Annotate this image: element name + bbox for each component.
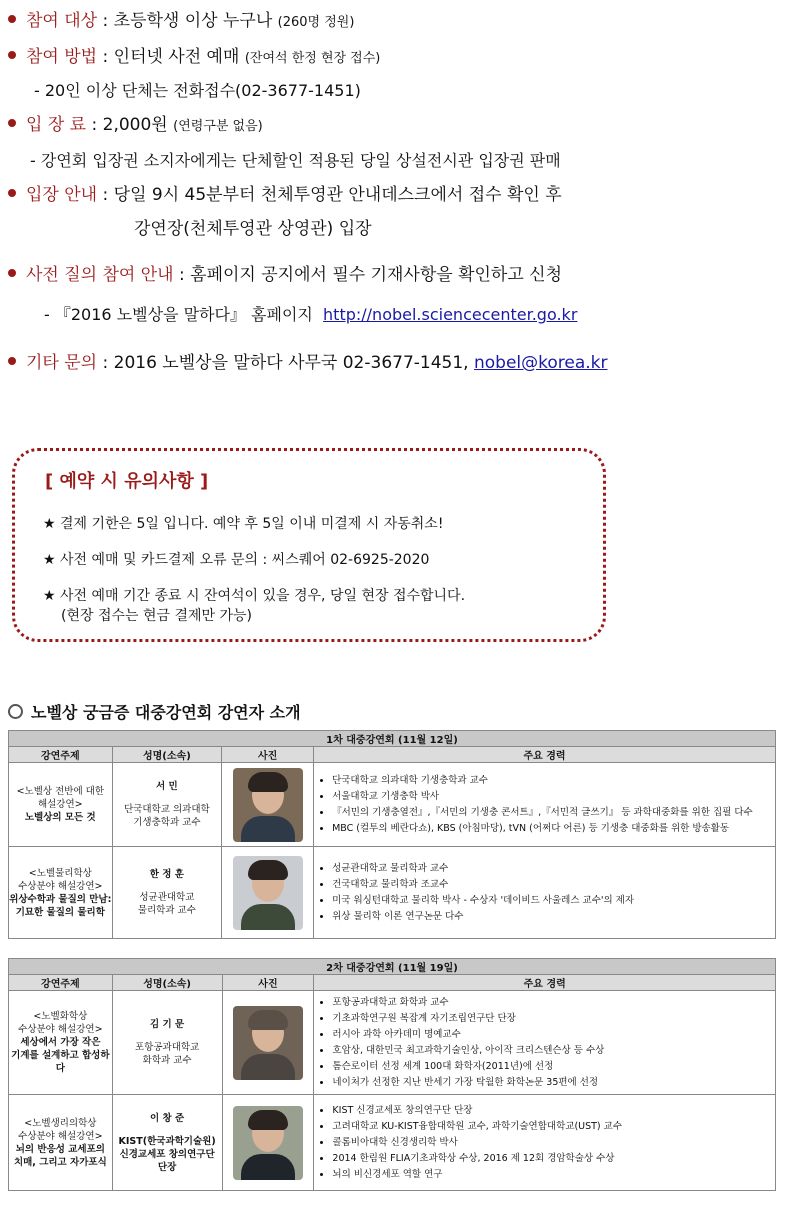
info-contact: 기타 문의 : 2016 노벨상을 말하다 사무국 02-3677-1451, nobel@korea.kr (8, 352, 608, 374)
info-label: 입 장 료 (26, 115, 87, 135)
speaker-affiliation: 신경교세포 창의연구단 (119, 1148, 215, 1160)
career-item: • 건국대학교 물리학과 조교수 (332, 877, 775, 893)
speaker-photo (233, 1106, 303, 1180)
lecture-table-round2 (8, 958, 776, 1191)
topic-line: 수상분야 해설강연> (18, 1024, 103, 1035)
speaker-name: 서 민 (156, 781, 178, 792)
photo-cell (222, 991, 314, 1095)
topic-line: 기묘한 물질의 물리학 (15, 906, 105, 918)
topic-line: <노벨물리학상 (28, 867, 92, 879)
career-item: • 네이처가 선정한 지난 반세기 가장 탁월한 화학논문 35편에 선정 (332, 1075, 775, 1091)
round-title: 1차 대중강연회 (11월 12일) (9, 731, 776, 747)
topic-cell (9, 991, 113, 1095)
col-career: 주요 경력 (314, 747, 776, 763)
topic-line: 세상에서 가장 작은 (20, 1037, 101, 1048)
notice-item-inquiry: ★ 사전 예매 및 카드결제 오류 문의 : 씨스퀘어 02-6925-2020 (43, 552, 430, 568)
info-note: (잔여석 한정 현장 접수) (244, 51, 381, 66)
name-cell (112, 847, 222, 939)
info-note: (연령구분 없음) (173, 119, 263, 134)
notice-item-payment: ★ 결제 기한은 5일 입니다. 예약 후 5일 이내 미결제 시 자동취소! (43, 516, 444, 532)
career-item: • 콜롬비아대학 신경생리학 박사 (332, 1135, 775, 1151)
table-row (9, 763, 776, 847)
info-entry-line2: 강연장(천체투영관 상영관) 입장 (134, 219, 372, 239)
notice-title: [ 예약 시 유의사항 ] (45, 471, 209, 492)
topic-line: 수상분야 해설강연> (18, 880, 103, 892)
info-text: 인터넷 사전 예매 (113, 47, 240, 67)
career-item: • KIST 신경교세포 창의연구단 단장 (332, 1103, 775, 1119)
speaker-affiliation: 성균관대학교 (139, 892, 195, 903)
bullet-icon (8, 269, 16, 277)
info-text: 홈페이지 공지에서 필수 기재사항을 확인하고 신청 (190, 265, 563, 285)
speaker-name: 한 정 훈 (149, 869, 184, 880)
bullet-icon (8, 119, 16, 127)
topic-cell (9, 847, 113, 939)
speaker-photo (233, 768, 303, 842)
circle-icon (8, 704, 23, 719)
info-label: 사전 질의 참여 안내 (26, 265, 174, 285)
email-link[interactable]: nobel@korea.kr (473, 353, 608, 373)
info-text: 2016 노벨상을 말하다 사무국 02-3677-1451, (113, 353, 469, 373)
career-item: • MBC (컬투의 베란다쇼), KBS (아침마당), tVN (어쩌다 어른) 등 기생충 대중화를 위한 방송활동 (332, 821, 775, 837)
career-item: • 톰슨로이터 선정 세계 100대 화학자(2011년)에 선정 (332, 1059, 775, 1075)
table-row (9, 847, 776, 939)
career-item: • 서울대학교 기생충학 박사 (332, 789, 775, 805)
notice-item-onsite: ★ 사전 예매 기간 종료 시 잔여석이 있을 경우, 당일 현장 접수합니다. (43, 588, 466, 604)
info-note: (260명 정원) (277, 15, 355, 30)
photo-cell (222, 763, 314, 847)
topic-line: 수상분야 해설강연> (18, 1130, 103, 1142)
career-item: • 뇌의 비신경세포 역할 연구 (332, 1167, 775, 1183)
topic-line: 해설강연> (37, 799, 83, 810)
speaker-affiliation: 단국대학교 의과대학 (124, 804, 210, 815)
info-homepage (44, 302, 577, 325)
info-text: 당일 9시 45분부터 천체투영관 안내데스크에서 접수 확인 후 (113, 185, 562, 205)
speaker-affiliation: 단장 (157, 1161, 177, 1173)
bullet-icon (8, 51, 16, 59)
name-cell (112, 991, 222, 1095)
info-text: 초등학생 이상 누구나 (113, 11, 273, 31)
info-label: 기타 문의 (26, 353, 98, 373)
topic-line: <노벨상 전반에 대한 (16, 786, 104, 797)
speaker-affiliation: 물리학과 교수 (137, 905, 196, 916)
career-cell (314, 991, 776, 1095)
speaker-affiliation: KIST(한국과학기술원) (118, 1135, 216, 1147)
info-text: 2,000원 (102, 115, 168, 135)
col-photo: 사진 (222, 747, 314, 763)
speaker-photo (233, 1006, 303, 1080)
name-cell (112, 763, 222, 847)
career-item: • 『서민의 기생충열전』,『서민의 기생충 콘서트』,『서민적 글쓰기』 등 과학대중화를 위한 집필 다수 (332, 805, 775, 821)
col-topic: 강연주제 (9, 975, 113, 991)
table-row (9, 991, 776, 1095)
section-title-text: 노벨상 궁금증 대중강연회 강연자 소개 (31, 703, 301, 722)
notice-item-cash-only: (현장 접수는 현금 결제만 가능) (61, 608, 253, 624)
photo-cell (222, 1095, 314, 1191)
bullet-icon (8, 15, 16, 23)
topic-line: 기계를 설계하고 합성하다 (11, 1050, 110, 1074)
career-item: • 기초과학연구원 복잡계 자기조립연구단 단장 (332, 1011, 775, 1027)
reservation-notice-box (12, 448, 606, 642)
career-item: • 미국 워싱턴대학교 물리학 박사 - 수상자 '데이비드 사울레스 교수'의 제자 (332, 893, 775, 909)
photo-cell (222, 847, 314, 939)
speaker-photo (233, 856, 303, 930)
col-topic: 강연주제 (9, 747, 113, 763)
lecture-table-round1 (8, 730, 776, 939)
topic-line: <노벨생리의학상 (24, 1117, 97, 1129)
homepage-label: - 『2016 노벨상을 말하다』 홈페이지 (44, 305, 313, 324)
career-item: • 단국대학교 의과대학 기생충학과 교수 (332, 773, 775, 789)
speaker-name: 김 기 문 (150, 1019, 185, 1030)
info-group-booking: - 20인 이상 단체는 전화접수(02-3677-1451) (34, 81, 361, 100)
career-cell (314, 1095, 776, 1191)
bullet-icon (8, 357, 16, 365)
name-cell (112, 1095, 222, 1191)
speaker-affiliation: 기생충학과 교수 (133, 817, 201, 828)
col-photo: 사진 (222, 975, 314, 991)
round-title: 2차 대중강연회 (11월 19일) (9, 959, 776, 975)
topic-line: <노벨화학상 (33, 1011, 88, 1022)
info-label: 참여 방법 (26, 47, 98, 67)
career-item: • 성균관대학교 물리학과 교수 (332, 861, 775, 877)
info-fee: 입 장 료 : 2,000원 (연령구분 없음) (8, 114, 263, 138)
col-career: 주요 경력 (314, 975, 776, 991)
career-item: • 위상 물리학 이론 연구논문 다수 (332, 909, 775, 925)
career-cell (314, 763, 776, 847)
career-item: • 호암상, 대한민국 최고과학기술인상, 아이작 크리스텐슨상 등 수상 (332, 1043, 775, 1059)
info-preq: 사전 질의 참여 안내 : 홈페이지 공지에서 필수 기재사항을 확인하고 신청 (8, 264, 562, 286)
col-name: 성명(소속) (112, 975, 222, 991)
career-item: • 포항공과대학교 화학과 교수 (332, 995, 775, 1011)
career-item: • 고려대학교 KU-KIST융합대학원 교수, 과학기술연합대학교(UST) 교수 (332, 1119, 775, 1135)
topic-line: 노벨상의 모든 것 (24, 812, 96, 823)
info-method: 참여 방법 : 인터넷 사전 예매 (잔여석 한정 현장 접수) (8, 46, 380, 70)
topic-cell (9, 1095, 113, 1191)
homepage-link[interactable]: http://nobel.sciencecenter.go.kr (323, 305, 578, 324)
topic-line: 치매, 그리고 자가포식 (13, 1156, 107, 1168)
speaker-affiliation: 화학과 교수 (142, 1055, 192, 1066)
career-cell (314, 847, 776, 939)
topic-line: 뇌의 반응성 교세포의 (15, 1143, 105, 1155)
info-target: 참여 대상 : 초등학생 이상 누구나 (260명 정원) (8, 10, 354, 34)
info-label: 참여 대상 (26, 11, 98, 31)
info-entry: 입장 안내 : 당일 9시 45분부터 천체투영관 안내데스크에서 접수 확인 후 (8, 184, 562, 206)
info-ticket-discount: - 강연회 입장권 소지자에게는 단체할인 적용된 당일 상설전시관 입장권 판매 (30, 151, 561, 170)
topic-cell (9, 763, 113, 847)
speaker-name: 이 창 준 (150, 1112, 185, 1124)
bullet-icon (8, 189, 16, 197)
speaker-affiliation: 포항공과대학교 (134, 1042, 200, 1053)
col-name: 성명(소속) (112, 747, 222, 763)
table-row (9, 1095, 776, 1191)
topic-line: 위상수학과 물질의 만남: (9, 893, 112, 905)
career-item: • 2014 한림원 FLIA기초과학상 수상, 2016 제 12회 경암학술상 수상 (332, 1151, 775, 1167)
section-title (8, 700, 301, 723)
career-item: • 러시아 과학 아카데미 명예교수 (332, 1027, 775, 1043)
info-label: 입장 안내 (26, 185, 98, 205)
